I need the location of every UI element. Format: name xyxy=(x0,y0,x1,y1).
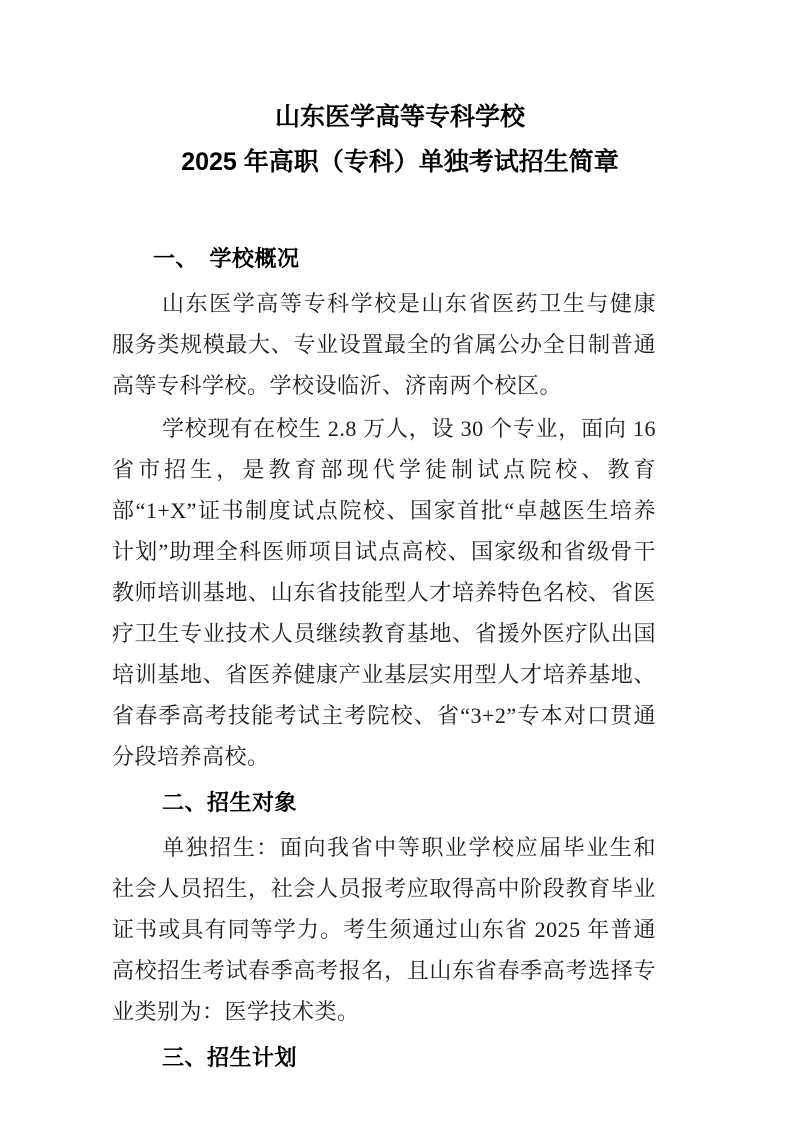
section-heading-school-overview: 一、 学校概况 xyxy=(153,246,300,271)
document-body xyxy=(112,238,656,1078)
document-title-line-2: 2025 年高职（专科）单独考试招生简章 xyxy=(181,148,619,176)
paragraph-school-overview-2: 学校现有在校生 2.8 万人，设 30 个专业，面向 16 省市招生，是教育部现代学徒制试点院校、教育部“1+X”证书制度试点院校、国家首批“卓越医生培养计划”助理全科医师项目试点高校、国家级和省级骨干教师培训基地、山东省技能型人才培养特色名校、省医疗卫生专业技术人员继续教育基地、省援外医疗队出国培训基地、省医养健康产业基层实用型人才培养基地、省春季高考技能考试主考院校、省“3+2”专本对口贯通分段培养高校。 xyxy=(112,416,656,769)
paragraph-school-overview-1: 山东医学高等专科学校是山东省医药卫生与健康服务类规模最大、专业设置最全的省属公办全日制普通高等专科学校。学校设临沂、济南两个校区。 xyxy=(112,291,656,398)
section-heading-enrollment-target: 二、招生对象 xyxy=(162,790,298,815)
document-title xyxy=(0,0,800,185)
document-title-line-1: 山东医学高等专科学校 xyxy=(274,103,525,131)
section-heading-enrollment-plan: 三、招生计划 xyxy=(162,1045,298,1070)
paragraph-enrollment-target-1: 单独招生：面向我省中等职业学校应届毕业生和社会人员招生，社会人员报考应取得高中阶段教育毕业证书或具有同等学力。考生须通过山东省 2025 年普通高校招生考试春季高考报名，且山东省春季高考选择专业类别为：医学技术类。 xyxy=(112,835,656,1024)
